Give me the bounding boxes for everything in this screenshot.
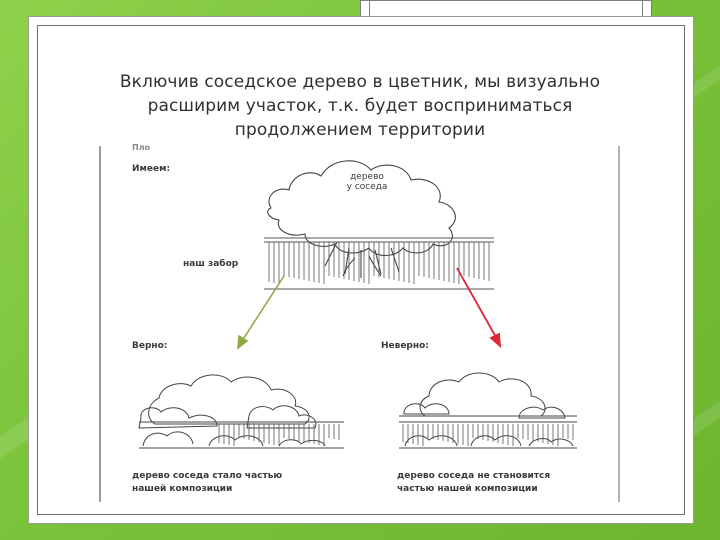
illustration-drawing — [99, 146, 621, 502]
wrong-label: Неверно: — [381, 341, 429, 351]
title-line-3: продолжением территории — [234, 120, 486, 140]
fence-drawing — [264, 238, 494, 289]
title-line-2: расширим участок, т.к. будет восприниматься — [147, 96, 573, 116]
arrow-correct — [238, 276, 284, 348]
title-line-1: Включив соседское дерево в цветник, мы визуально — [119, 72, 601, 92]
scan-top-cut-text: Пло — [132, 143, 151, 152]
caption-wrong-line-2: частью нашей композиции — [397, 484, 538, 494]
caption-wrong — [397, 470, 550, 496]
fence-label: наш забор — [183, 259, 239, 269]
correct-label: Верно: — [132, 341, 168, 351]
have-label: Имеем: — [132, 164, 171, 174]
tree-label-line-2: у соседа — [346, 182, 388, 192]
caption-wrong-line-1: дерево соседа не становится — [397, 471, 551, 481]
caption-correct — [132, 470, 282, 496]
caption-correct-line-1: дерево соседа стало частью — [132, 471, 283, 481]
scanned-illustration — [99, 143, 621, 502]
slide-title — [60, 70, 660, 142]
caption-correct-line-2: нашей композиции — [132, 484, 233, 494]
tree-label — [343, 172, 391, 192]
tree-label-line-1: дерево — [350, 172, 384, 182]
composition-correct-drawing — [139, 375, 344, 448]
arrow-wrong — [457, 268, 500, 346]
